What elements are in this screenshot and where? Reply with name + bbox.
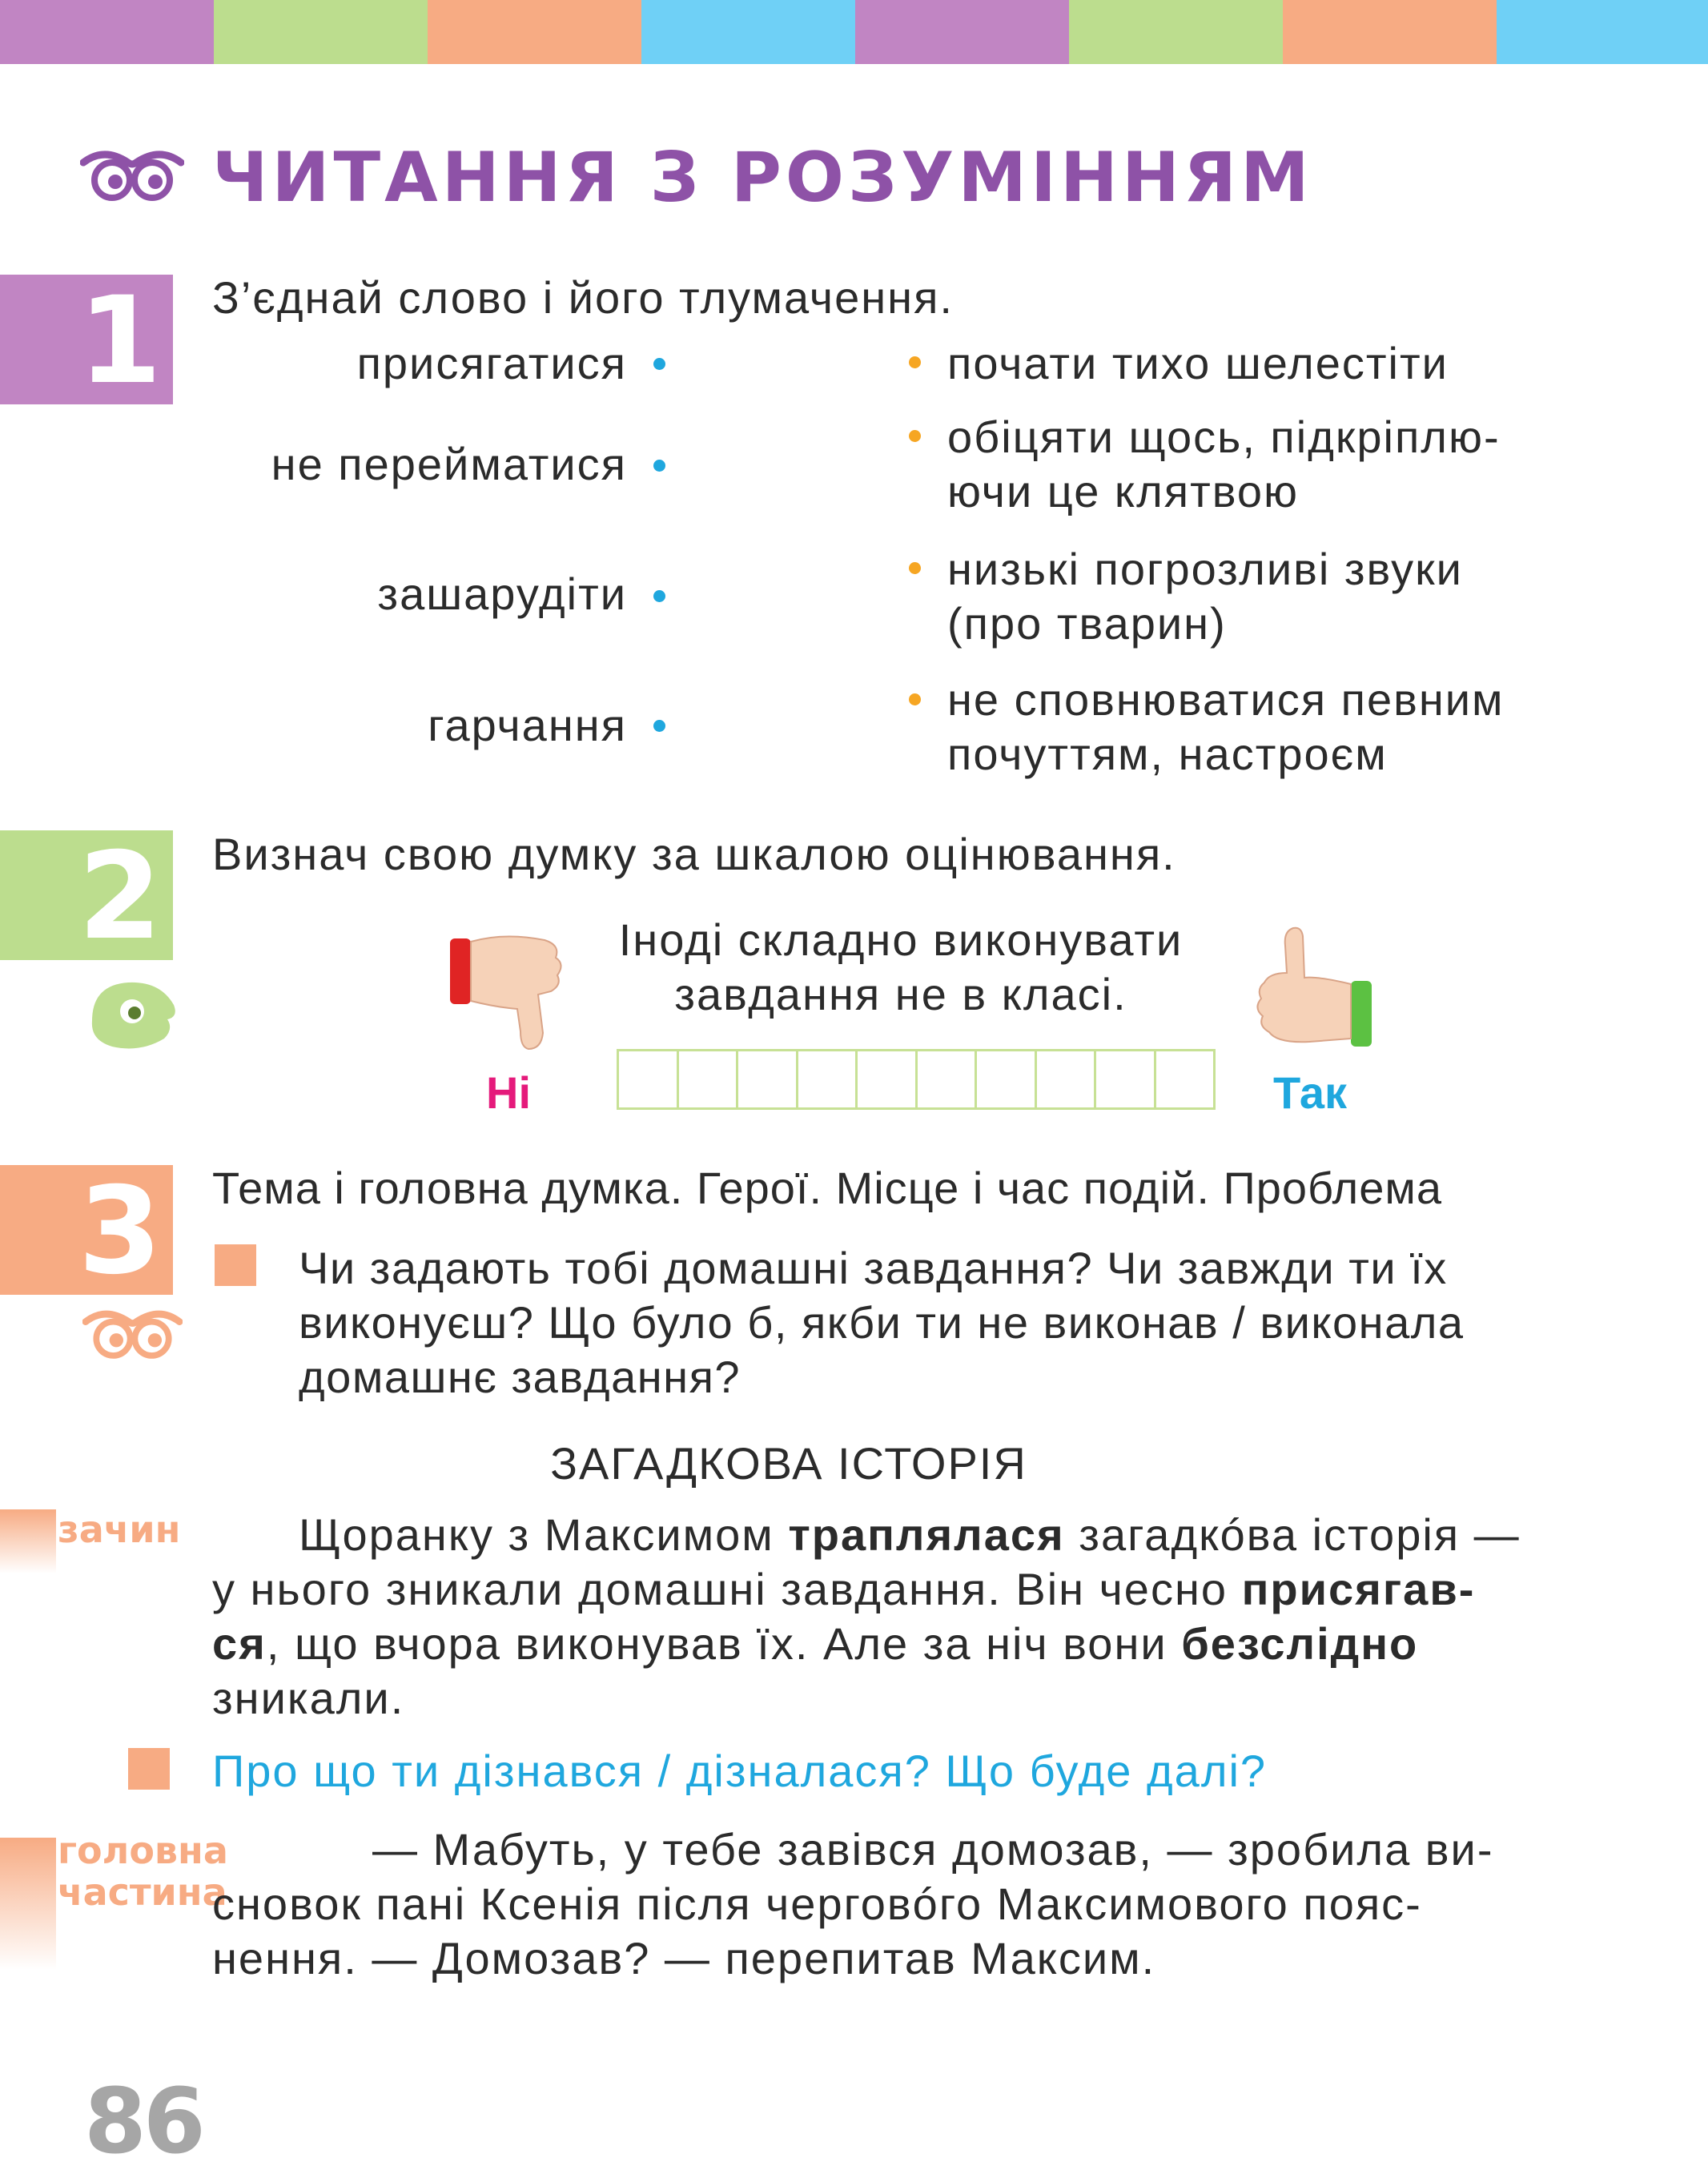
scale-cell[interactable] <box>738 1051 798 1107</box>
parrot-icon <box>84 973 180 1057</box>
task3-title: Тема і головна думка. Герої. Місце і час подій. Проблема <box>212 1163 1443 1213</box>
thumbs-up-icon <box>1245 925 1381 1061</box>
owl-eyes-icon-small <box>82 1307 183 1367</box>
story-paragraph-2: — Мабуть, у тебе завівся домозав, — зробила ви- сновок пані Ксенія після черговóго Максимового пояс- нення. — Домозав? — перепитав Максим. <box>212 1824 1494 1983</box>
scale-cell[interactable] <box>918 1051 978 1107</box>
intro-label: зачин <box>58 1508 181 1551</box>
story-title: ЗАГАДКОВА ІСТОРІЯ <box>550 1438 1027 1489</box>
color-stripe-4 <box>641 0 855 64</box>
color-stripe-5 <box>855 0 1069 64</box>
definition-2: обіцяти щось, підкріплю- ючи це клятвою <box>947 412 1501 516</box>
word-2-connector-dot[interactable] <box>653 460 665 472</box>
scale-yes-label: Так <box>1273 1067 1347 1118</box>
owl-eyes-icon <box>80 148 184 208</box>
definition-4-connector-dot[interactable] <box>909 693 921 705</box>
scale-cell[interactable] <box>858 1051 918 1107</box>
color-stripe-6 <box>1069 0 1283 64</box>
color-stripe-1 <box>0 0 214 64</box>
task-number-3: 3 <box>0 1165 173 1295</box>
definition-4: не сповнюватися певним почуттям, настроєм <box>947 674 1505 779</box>
rating-scale[interactable] <box>617 1049 1216 1110</box>
word-4-connector-dot[interactable] <box>653 720 665 732</box>
page-title: ЧИТАННЯ З РОЗУМІННЯМ <box>212 138 1313 218</box>
task1-instruction: З’єднай слово і його тлумачення. <box>212 272 954 323</box>
task2-instruction: Визнач свою думку за шкалою оцінювання. <box>212 829 1176 879</box>
definition-1: почати тихо шелестіти <box>947 338 1449 388</box>
color-stripe-8 <box>1497 0 1708 64</box>
main-part-label: головна частина <box>58 1829 228 1914</box>
scale-statement: Іноді складно виконувати завдання не в класі. <box>618 914 1184 1019</box>
task3-questions: Чи задають тобі домашні завдання? Чи завжди ти їх виконуєш? Що було б, якби ти не виконав / виконала домашнє завдання? <box>299 1243 1465 1402</box>
prompt-marker-square <box>128 1748 170 1790</box>
color-stripe-3 <box>428 0 641 64</box>
scale-cell[interactable] <box>1096 1051 1156 1107</box>
word-1: присягатися <box>356 338 627 388</box>
scale-no-label: Ні <box>486 1067 531 1118</box>
story-prompt: Про що ти дізнався / дізналася? Що буде далі? <box>212 1746 1268 1796</box>
page-number: 86 <box>84 2070 203 2174</box>
definition-2-connector-dot[interactable] <box>909 430 921 442</box>
main-part-label-bar <box>0 1838 56 1970</box>
question-marker-square <box>215 1244 256 1286</box>
scale-cell[interactable] <box>1037 1051 1097 1107</box>
word-3: зашарудіти <box>377 569 627 619</box>
task-number-2: 2 <box>0 830 173 960</box>
definition-3-connector-dot[interactable] <box>909 562 921 574</box>
definition-1-connector-dot[interactable] <box>909 356 921 368</box>
color-stripe-2 <box>214 0 428 64</box>
story-paragraph-1: Щоранку з Максимом траплялася загадкóва історія — у нього зникали домашні завдання. Він чесно присягав- ся, що вчора виконував їх. Але за ніч вони безслідно зникали. <box>212 1509 1521 1723</box>
task-number-1: 1 <box>0 275 173 404</box>
scale-cell[interactable] <box>977 1051 1037 1107</box>
word-1-connector-dot[interactable] <box>653 358 665 370</box>
intro-label-bar <box>0 1509 56 1573</box>
word-2: не перейматися <box>271 439 627 489</box>
scale-cell[interactable] <box>619 1051 679 1107</box>
color-stripe-7 <box>1283 0 1497 64</box>
scale-cell[interactable] <box>1156 1051 1214 1107</box>
word-4: гарчання <box>428 700 627 750</box>
thumbs-down-icon <box>448 929 577 1073</box>
definition-3: низькі погрозливі звуки (про тварин) <box>947 544 1463 649</box>
scale-cell[interactable] <box>798 1051 858 1107</box>
word-3-connector-dot[interactable] <box>653 590 665 602</box>
scale-cell[interactable] <box>679 1051 739 1107</box>
